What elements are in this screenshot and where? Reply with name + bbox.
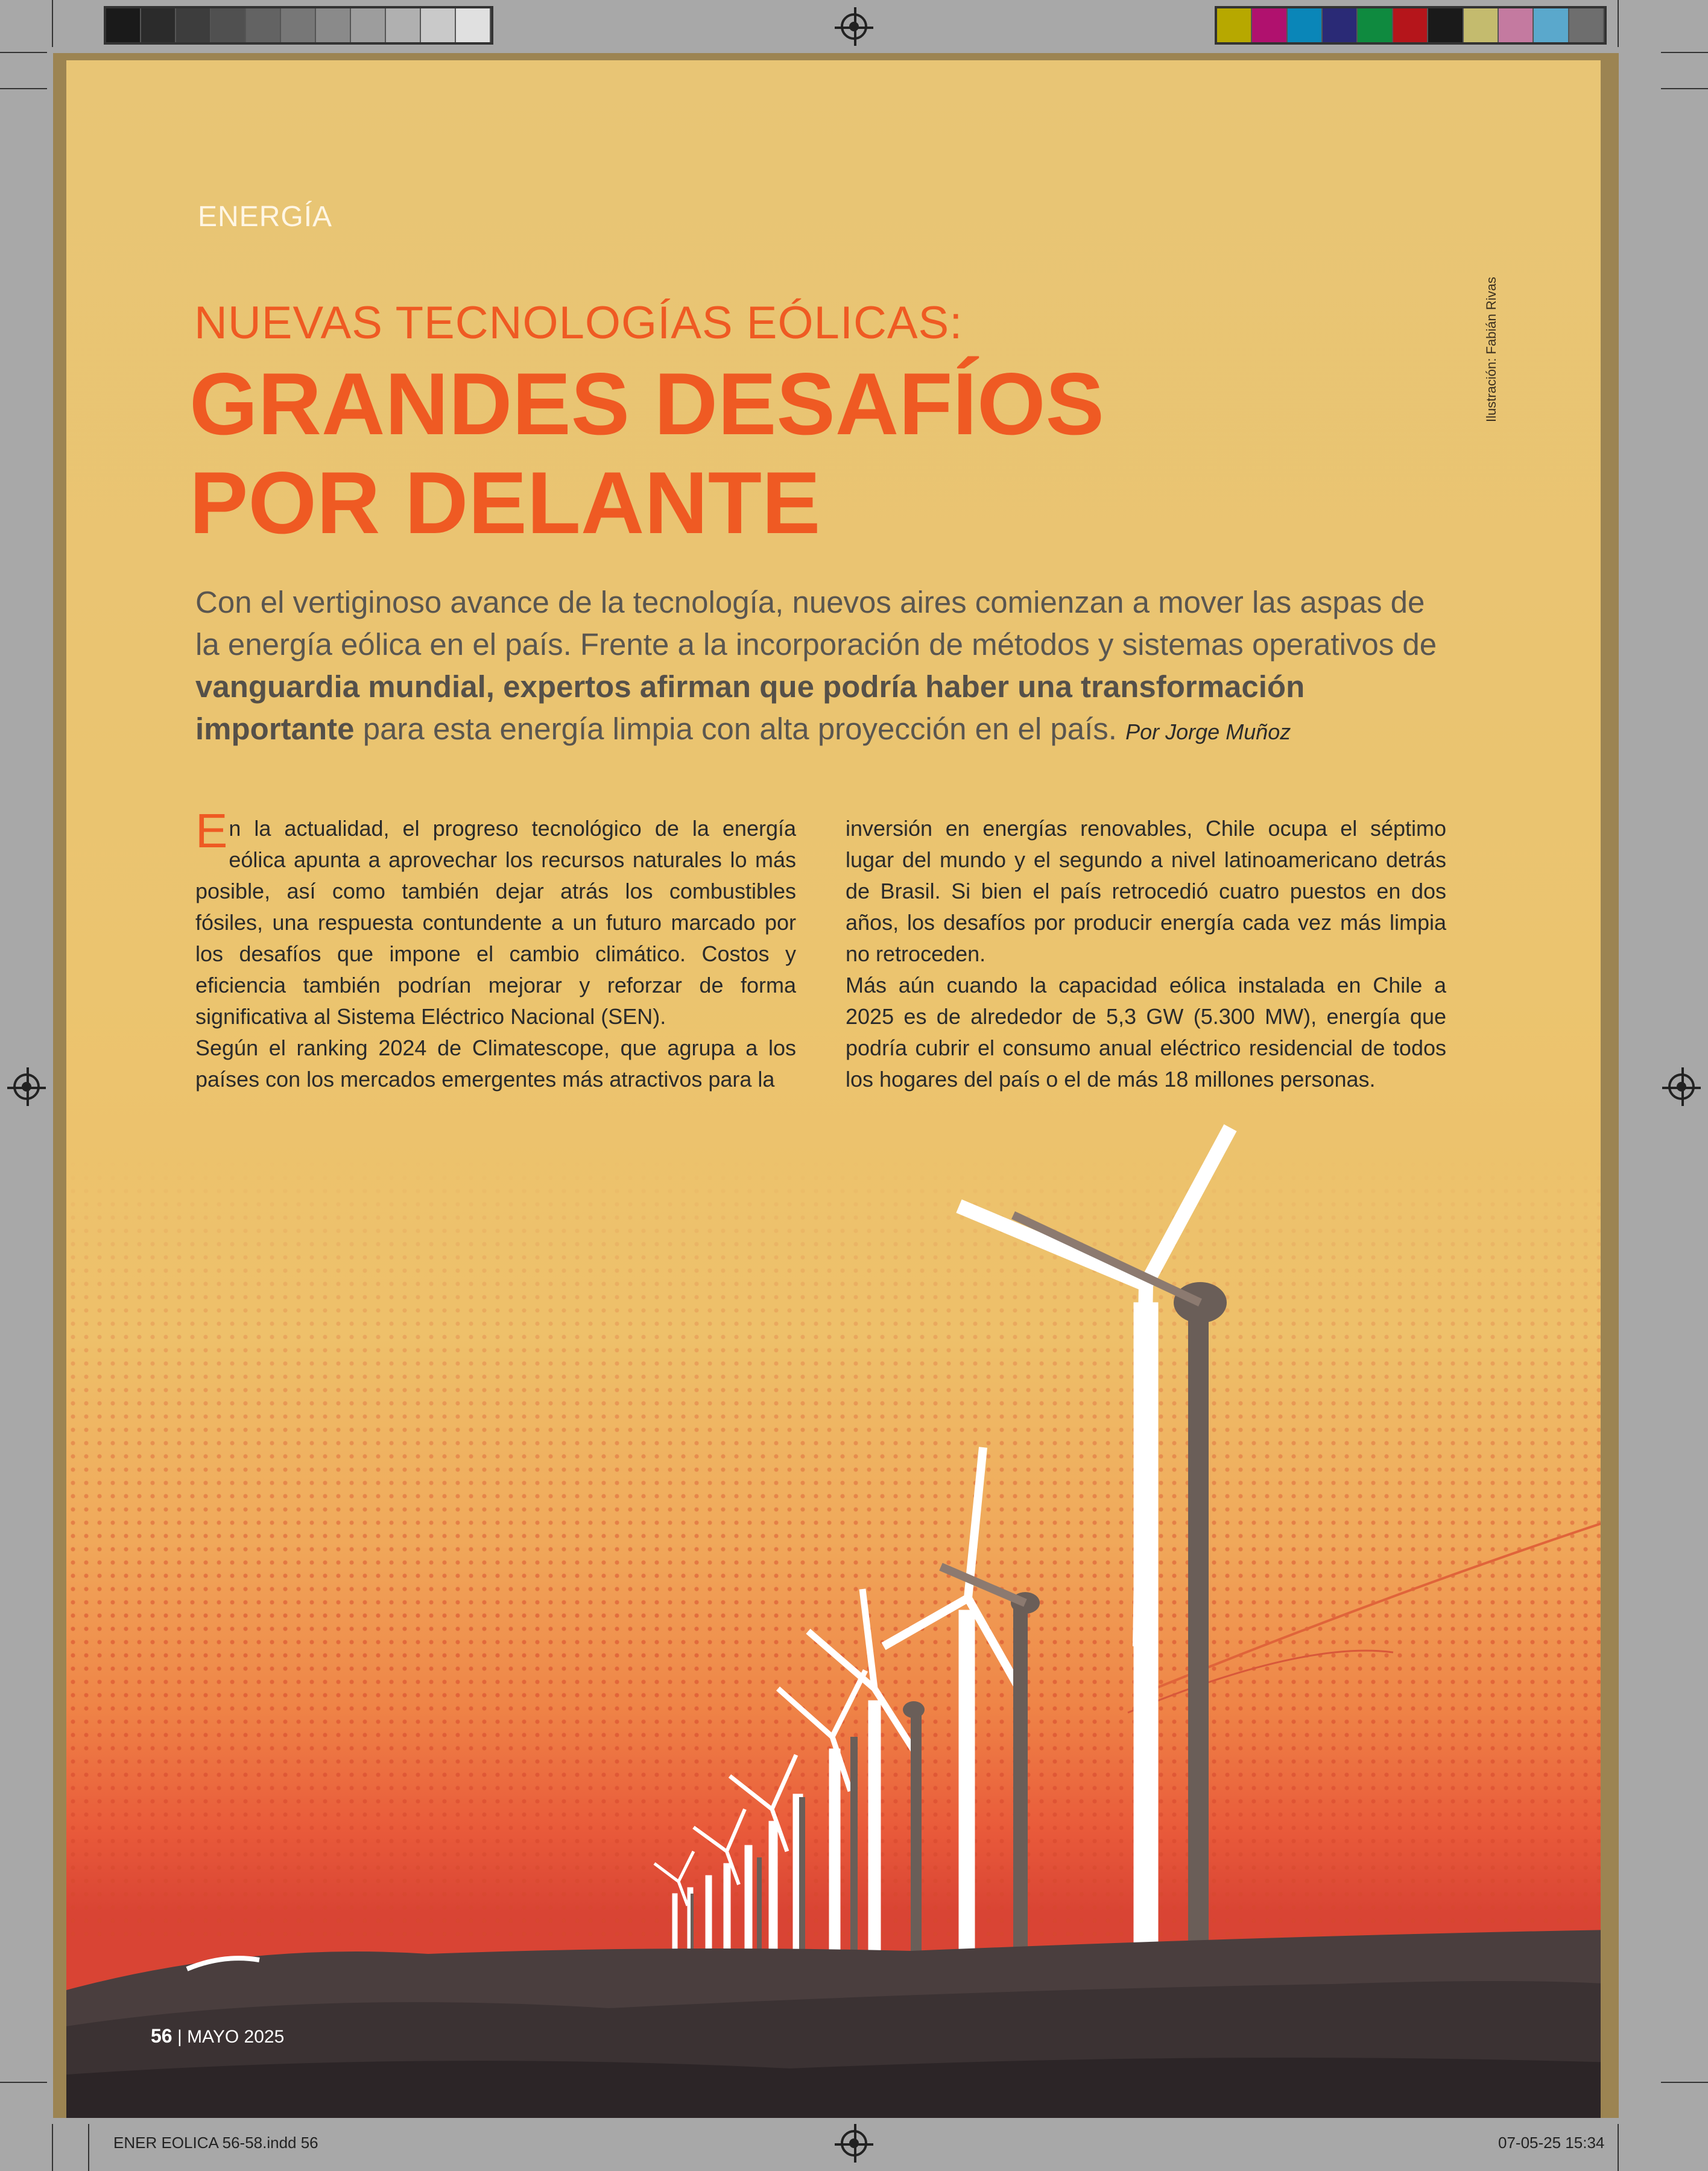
color-swatch (1288, 8, 1323, 42)
color-swatch (281, 8, 316, 42)
body-paragraph: Más aún cuando la capacidad eólica instalada en Chile a 2025 es de alrededor de 5,3 GW (5.300 MW), energía que podría cubrir el consumo anual eléctrico residencial de todos los hogares del país o el de más 18 millones personas. (846, 973, 1446, 1092)
crop-mark (1618, 2124, 1619, 2171)
color-swatch (1464, 8, 1499, 42)
color-swatch (351, 8, 386, 42)
registration-mark-bottom (841, 2130, 867, 2157)
crop-mark (52, 0, 53, 47)
crop-mark (1618, 0, 1619, 47)
crop-mark (1661, 88, 1708, 89)
article-kicker: NUEVAS TECNOLOGÍAS EÓLICAS: (194, 297, 963, 349)
headline-line-1: GRANDES DESAFÍOS (189, 355, 1104, 453)
color-swatch (1499, 8, 1534, 42)
color-swatch (1428, 8, 1463, 42)
color-swatch (316, 8, 351, 42)
color-swatch (1393, 8, 1428, 42)
color-swatch (246, 8, 281, 42)
registration-mark-right (1668, 1073, 1695, 1100)
drop-cap: E (195, 804, 228, 858)
section-label: ENERGÍA (198, 201, 333, 233)
color-swatch (1252, 8, 1287, 42)
wind-turbines-illustration (66, 965, 1601, 2118)
slug-timestamp: 07-05-25 15:34 (1498, 2134, 1605, 2152)
lead-bold: vanguardia mundial, expertos afirman que podría haber una transformación importante (195, 669, 1305, 746)
crop-mark (1661, 52, 1708, 53)
registration-mark-top (841, 13, 867, 40)
process-color-bar (1215, 6, 1607, 45)
slug-filename: ENER EOLICA 56-58.indd 56 (113, 2134, 318, 2152)
article-headline (189, 355, 1104, 552)
page-folio (151, 2025, 284, 2047)
illustration-credit: Ilustración: Fabián Rivas (1484, 277, 1499, 422)
lead-text: Con el vertiginoso avance de la tecnología, nuevos aires comienzan a mover las aspas de la energía eólica en el país. Frente a la incorporación de métodos y sistemas operativos de (195, 585, 1437, 662)
color-swatch (1534, 8, 1569, 42)
color-swatch (1569, 8, 1604, 42)
body-text: n la actualidad, el progreso tecnológico de la energía eólica apunta a aprovechar los recursos naturales lo más posible, así como también dejar atrás los combustibles fósiles, una respuesta contundente a un futuro marcado por los desafíos que impone el cambio climático. Costos y eficiencia también podrían mejorar y reforzar de forma significativa al Sistema Eléctrico Nacional (SEN). (195, 816, 796, 1029)
body-paragraph: Según el ranking 2024 de Climatescope, que agrupa a los países con los mercados emergentes más atractivos para la (195, 1035, 796, 1092)
body-column-right (846, 813, 1446, 1095)
magazine-page (53, 53, 1619, 2118)
color-swatch (141, 8, 176, 42)
crop-mark (0, 2082, 47, 2083)
crop-mark (52, 2124, 53, 2171)
lead-end: para esta energía limpia con alta proyección en el país. (362, 712, 1117, 746)
body-paragraph (195, 804, 796, 1032)
color-swatch (176, 8, 211, 42)
byline: Por Jorge Muñoz (1125, 719, 1291, 744)
color-swatch (211, 8, 246, 42)
gray-color-bar (104, 6, 493, 45)
issue-date: | MAYO 2025 (177, 2027, 285, 2047)
color-swatch (1358, 8, 1393, 42)
color-swatch (106, 8, 141, 42)
body-column-left (195, 804, 796, 1095)
page-number: 56 (151, 2025, 172, 2047)
crop-mark (0, 88, 47, 89)
registration-mark-left (13, 1073, 40, 1100)
headline-line-2: POR DELANTE (189, 453, 821, 552)
page-artwork (66, 60, 1601, 2118)
crop-mark (1661, 2082, 1708, 2083)
body-paragraph: inversión en energías renovables, Chile ocupa el séptimo lugar del mundo y el segundo a nivel latinoamericano detrás de Brasil. Si bien el país retrocedió cuatro puestos en dos años, los desafíos por producir energía cada vez más limpia no retroceden. (846, 816, 1446, 966)
crop-mark (88, 2124, 89, 2171)
color-swatch (386, 8, 421, 42)
color-swatch (421, 8, 456, 42)
color-swatch (1323, 8, 1358, 42)
color-swatch (456, 8, 491, 42)
color-swatch (1217, 8, 1252, 42)
article-lead (195, 581, 1450, 753)
crop-mark (0, 52, 47, 53)
